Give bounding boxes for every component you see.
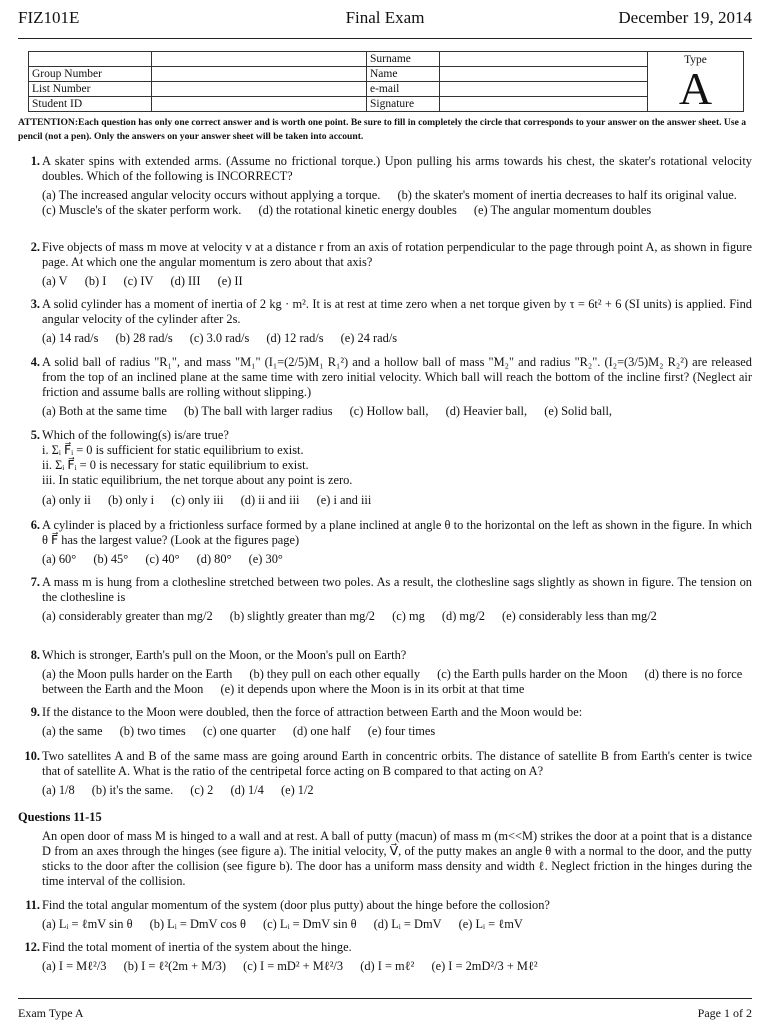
question-1: [18, 154, 752, 219]
question-9: [18, 705, 752, 739]
option-a: (a) considerably greater than mg/2: [42, 609, 213, 624]
option-e: (e) Solid ball,: [544, 404, 613, 419]
answer-options: [42, 331, 752, 346]
section-title: Questions 11-15: [18, 810, 102, 824]
exam-date: December 19, 2014: [618, 8, 752, 27]
name-field[interactable]: [440, 67, 648, 82]
option-b: (b) Lᵢ = DmV cos θ: [149, 917, 246, 932]
name-label: Name: [367, 67, 440, 82]
question-number: 10.: [24, 749, 40, 763]
option-e: (e) i and iii: [316, 492, 372, 507]
question-number: 2.: [30, 240, 40, 254]
question-number: 1.: [30, 154, 40, 168]
question-number: 3.: [30, 297, 40, 311]
question-text: Which is stronger, Earth's pull on the Moon, or the Moon's pull on Earth?: [42, 648, 407, 662]
statement-iii: iii. In static equilibrium, the net torque about any point is zero.: [42, 473, 353, 488]
option-e: (e) Lᵢ = ℓmV: [458, 917, 523, 932]
option-b: (b) slightly greater than mg/2: [229, 609, 375, 624]
question-number: 5.: [30, 428, 40, 442]
question-3: [18, 297, 752, 346]
type-label: Type: [684, 53, 707, 66]
option-d: (d) Lᵢ = DmV: [373, 917, 442, 932]
surname-label: Surname: [367, 52, 440, 67]
question-text: If the distance to the Moon were doubled, then the force of attraction between Earth and the Moon would be:: [42, 705, 583, 719]
list-number-field[interactable]: [152, 82, 367, 97]
statement-i: i. Σᵢ F⃗ᵢ = 0 is sufficient for static equilibrium to exist.: [42, 443, 304, 458]
option-e: (e) 30°: [248, 552, 283, 567]
question-4: [18, 355, 752, 420]
header-rule: [18, 38, 752, 39]
option-d: (d) ii and iii: [240, 492, 300, 507]
answer-options: [42, 609, 752, 624]
answer-options: [42, 667, 752, 697]
option-a: (a) V: [42, 274, 68, 289]
group-number-label: Group Number: [29, 67, 152, 82]
footer-rule: [18, 998, 752, 999]
answer-options: [42, 959, 752, 974]
option-b: (b) 45°: [93, 552, 129, 567]
option-e: (e) 1/2: [280, 783, 314, 798]
option-d: (d) III: [170, 274, 201, 289]
option-a: (a) I = Mℓ²/3: [42, 959, 107, 974]
option-b: (b) only i: [107, 492, 155, 507]
question-number: 7.: [30, 575, 40, 589]
question-6: [18, 518, 752, 567]
question-text: A cylinder is placed by a frictionless surface formed by a plane inclined at angle θ to the horizontal on the left as shown in the figure. In which θ F⃗ has the largest value? (Look at the figures page): [42, 518, 752, 548]
option-b: (b) 28 rad/s: [115, 331, 173, 346]
option-c: (c) 2: [190, 783, 214, 798]
option-d: (d) there is no force between the Earth and the Moon: [42, 667, 743, 697]
option-a: (a) 1/8: [42, 783, 75, 798]
answer-options: [42, 188, 752, 218]
question-text: Find the total moment of inertia of the system about the hinge.: [42, 940, 352, 954]
option-a: (a) the same: [42, 724, 103, 739]
type-value: A: [678, 62, 713, 114]
question-text: Find the total angular momentum of the system (door plus putty) about the hinge before the collosion?: [42, 898, 550, 912]
question-number: 9.: [30, 705, 40, 719]
answer-options: [42, 783, 752, 798]
option-c: (c) IV: [123, 274, 154, 289]
option-a: (a) Lᵢ = ℓmV sin θ: [42, 917, 133, 932]
question-number: 11.: [25, 898, 40, 912]
option-e: (e) four times: [367, 724, 436, 739]
option-e: (e) The angular momentum doubles: [473, 203, 652, 218]
question-7: [18, 575, 752, 624]
option-c: (c) the Earth pulls harder on the Moon: [437, 667, 628, 682]
option-c: (c) 40°: [145, 552, 180, 567]
question-text: A mass m is hung from a clothesline stretched between two poles. As a result, the clothesline sags slightly as shown in figure. The tension on the clothesline is: [42, 575, 752, 605]
exam-title: Final Exam: [345, 8, 425, 27]
option-a: (a) the Moon pulls harder on the Earth: [42, 667, 233, 682]
exam-type-cell: [648, 52, 744, 112]
option-c: (c) 3.0 rad/s: [189, 331, 250, 346]
attention-note: ATTENTION:Each question has only one correct answer and is worth one point. Be sure to fill in completely the circle that corresponds to your answer on the answer sheet. Use a pencil (not a pen). Only the answers on your answer sheet will be taken into account.: [18, 117, 747, 142]
option-d: (d) Heavier ball,: [445, 404, 528, 419]
question-text: Five objects of mass m move at velocity v at a distance r from an axis of rotation perpendicular to the page through point A, as shown in figure page. At which one the angular momentum is zero about that axis?: [42, 240, 752, 270]
question-11: [18, 898, 752, 932]
option-c: (c) Lᵢ = DmV sin θ: [263, 917, 357, 932]
exam-page: [18, 0, 752, 1024]
option-b: (b) the skater's moment of inertia decreases to half its original value.: [397, 188, 737, 203]
option-a: (a) Both at the same time: [42, 404, 167, 419]
info-empty: [29, 52, 152, 67]
option-b: (b) I: [84, 274, 107, 289]
option-a: (a) 60°: [42, 552, 77, 567]
option-c: (c) only iii: [171, 492, 224, 507]
question-5: [18, 428, 752, 508]
answer-options: [42, 493, 752, 508]
signature-field[interactable]: [440, 97, 648, 112]
student-info-table: [28, 51, 744, 112]
question-number: 12.: [24, 940, 40, 954]
option-b: (b) it's the same.: [91, 783, 174, 798]
answer-options: [42, 724, 752, 739]
question-text: A solid ball of radius "R₁", and mass "M₁" (I₁=(2/5)M₁ R₁²) and a hollow ball of mass "M₂" and radius "R₂". (I₂=(3/5)M₂ R₂²) are released from the top of an inclined plane at the same time with zero initial velocity. Which ball will reach the bottom of the incline first? (Neglect air friction and assume balls are rolling without slipping.): [42, 355, 752, 400]
surname-field[interactable]: [440, 52, 648, 67]
option-d: (d) the rotational kinetic energy doubles: [258, 203, 457, 218]
page-header: [18, 8, 752, 32]
statement-ii: ii. Σᵢ F⃗ᵢ = 0 is necessary for static equilibrium to exist.: [42, 458, 309, 473]
question-2: [18, 240, 752, 289]
email-field[interactable]: [440, 82, 648, 97]
answer-options: [42, 404, 752, 419]
option-c: (c) Muscle's of the skater perform work.: [42, 203, 242, 218]
group-number-field[interactable]: [152, 67, 367, 82]
question-12: [18, 940, 752, 974]
option-e: (e) II: [217, 274, 243, 289]
question-text: A solid cylinder has a moment of inertia of 2 kg · m². It is at rest at time zero when a net torque given by τ = 6t² + 6 (SI units) is applied. Find angular velocity of the cylinder after 2s.: [42, 297, 752, 327]
course-code: FIZ101E: [18, 8, 80, 27]
question-text: Which of the following(s) is/are true?: [42, 428, 229, 442]
option-b: (b) The ball with larger radius: [184, 404, 333, 419]
footer-exam-type: Exam Type A: [18, 1006, 84, 1020]
option-c: (c) Hollow ball,: [349, 404, 429, 419]
option-e: (e) it depends upon where the Moon is in its orbit at that time: [220, 682, 525, 697]
question-text: A skater spins with extended arms. (Assume no frictional torque.) Upon pulling his arms towards his chest, the skater's rotational velocity doubles. Which of the following is INCORRECT?: [42, 154, 752, 184]
option-b: (b) two times: [119, 724, 186, 739]
answer-options: [42, 917, 752, 932]
answer-options: [42, 552, 752, 567]
option-e: (e) considerably less than mg/2: [502, 609, 657, 624]
question-text: Two satellites A and B of the same mass are going around Earth in concentric orbits. The distance of satellite B from Earth's center is twice that of satellite A. What is the ratio of the centripetal force acting on B compared to that acting on A?: [42, 749, 752, 779]
student-id-label: Student ID: [29, 97, 152, 112]
list-number-label: List Number: [29, 82, 152, 97]
option-b: (b) they pull on each other equally: [249, 667, 421, 682]
option-c: (c) mg: [392, 609, 425, 624]
option-c: (c) one quarter: [202, 724, 276, 739]
option-d: (d) 12 rad/s: [266, 331, 324, 346]
option-e: (e) 24 rad/s: [340, 331, 398, 346]
option-d: (d) 1/4: [230, 783, 264, 798]
info-empty-field[interactable]: [152, 52, 367, 67]
option-d: (d) I = mℓ²: [360, 959, 415, 974]
signature-label: Signature: [367, 97, 440, 112]
question-number: 8.: [30, 648, 40, 662]
question-number: 6.: [30, 518, 40, 532]
option-a: (a) only ii: [42, 492, 91, 507]
option-d: (d) one half: [292, 724, 351, 739]
question-number: 4.: [30, 355, 40, 369]
question-8: [18, 648, 752, 697]
option-a: (a) 14 rad/s: [42, 331, 99, 346]
option-e: (e) I = 2mD²/3 + Mℓ²: [431, 959, 538, 974]
email-label: e-mail: [367, 82, 440, 97]
question-10: [18, 749, 752, 798]
student-id-field[interactable]: [152, 97, 367, 112]
option-d: (d) 80°: [196, 552, 232, 567]
option-d: (d) mg/2: [441, 609, 485, 624]
answer-options: [42, 274, 752, 289]
option-b: (b) I = ℓ²(2m + M/3): [123, 959, 227, 974]
option-a: (a) The increased angular velocity occurs without applying a torque.: [42, 188, 381, 203]
footer-page-number: Page 1 of 2: [697, 1006, 752, 1020]
section-description: An open door of mass M is hinged to a wall and at rest. A ball of putty (macun) of mass m (m<<M) strikes the door at a point that is a distance D from an axes through the hinges (see figure a). The initial velocity, V⃗, of the putty makes an angle θ with a normal to the door, and the putty sticks to the door after the collision (see figure b). The door has a uniform mass density and width ℓ. Neglect friction in the hinges during the time interval of the collision.: [42, 829, 752, 889]
option-c: (c) I = mD² + Mℓ²/3: [243, 959, 344, 974]
